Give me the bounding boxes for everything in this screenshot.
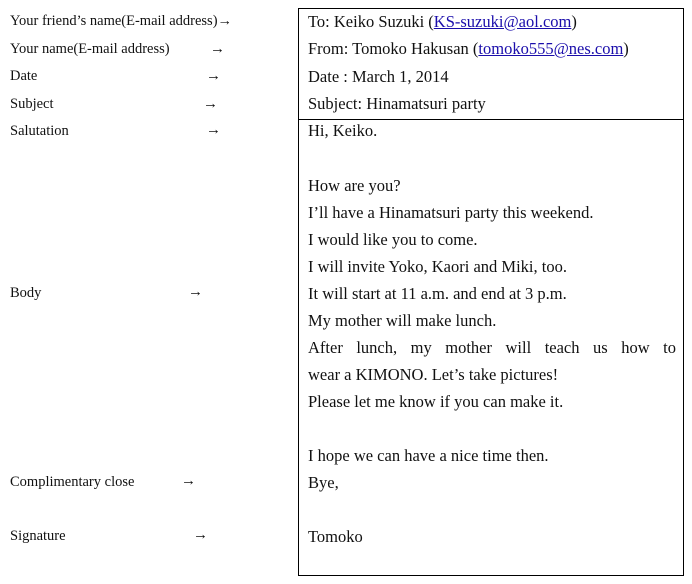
to-email-link[interactable]: KS-suzuki@aol.com [433, 12, 572, 31]
arrow-icon: → [206, 122, 221, 138]
subject-line: Subject: Hinamatsuri party [308, 94, 486, 113]
label-body: Body [10, 285, 42, 301]
label-complimentary-close: Complimentary close [10, 474, 135, 490]
body-line: My mother will make lunch. [308, 311, 497, 330]
arrow-icon: → [188, 284, 203, 300]
label-friend-email: Your friend’s name(E-mail address)→ [10, 13, 233, 29]
date-line: Date : March 1, 2014 [308, 67, 449, 86]
salutation-line: Hi, Keiko. [308, 121, 378, 140]
email-box [298, 8, 684, 576]
body-line: I’ll have a Hinamatsuri party this weekend. [308, 203, 594, 222]
label-salutation: Salutation [10, 123, 69, 139]
to-line: To: Keiko Suzuki (KS-suzuki@aol.com) [308, 12, 577, 31]
from-line: From: Tomoko Hakusan (tomoko555@nes.com) [308, 39, 629, 58]
body-line: It will start at 11 a.m. and end at 3 p.m. [308, 284, 567, 303]
complimentary-close: Bye, [308, 473, 339, 492]
body-line: How are you? [308, 176, 401, 195]
arrow-icon: → [217, 13, 233, 29]
label-your-email: Your name(E-mail address) [10, 41, 170, 57]
label-date: Date [10, 68, 38, 84]
from-email-link[interactable]: tomoko555@nes.com [478, 39, 624, 58]
body-line: After lunch, my mother will teach us how to [308, 338, 676, 357]
arrow-icon: → [181, 473, 196, 489]
closing-line: I hope we can have a nice time then. [308, 446, 549, 465]
arrow-icon: → [203, 96, 218, 112]
body-line: I would like you to come. [308, 230, 478, 249]
arrow-icon: → [210, 41, 225, 57]
body-line: wear a KIMONO. Let’s take pictures! [308, 365, 559, 384]
arrow-icon: → [206, 68, 221, 84]
label-subject: Subject [10, 96, 54, 112]
label-signature: Signature [10, 528, 66, 544]
signature: Tomoko [308, 527, 363, 546]
arrow-icon: → [193, 527, 208, 543]
body-line: Please let me know if you can make it. [308, 392, 564, 411]
header-divider [299, 119, 683, 120]
body-line: I will invite Yoko, Kaori and Miki, too. [308, 257, 567, 276]
